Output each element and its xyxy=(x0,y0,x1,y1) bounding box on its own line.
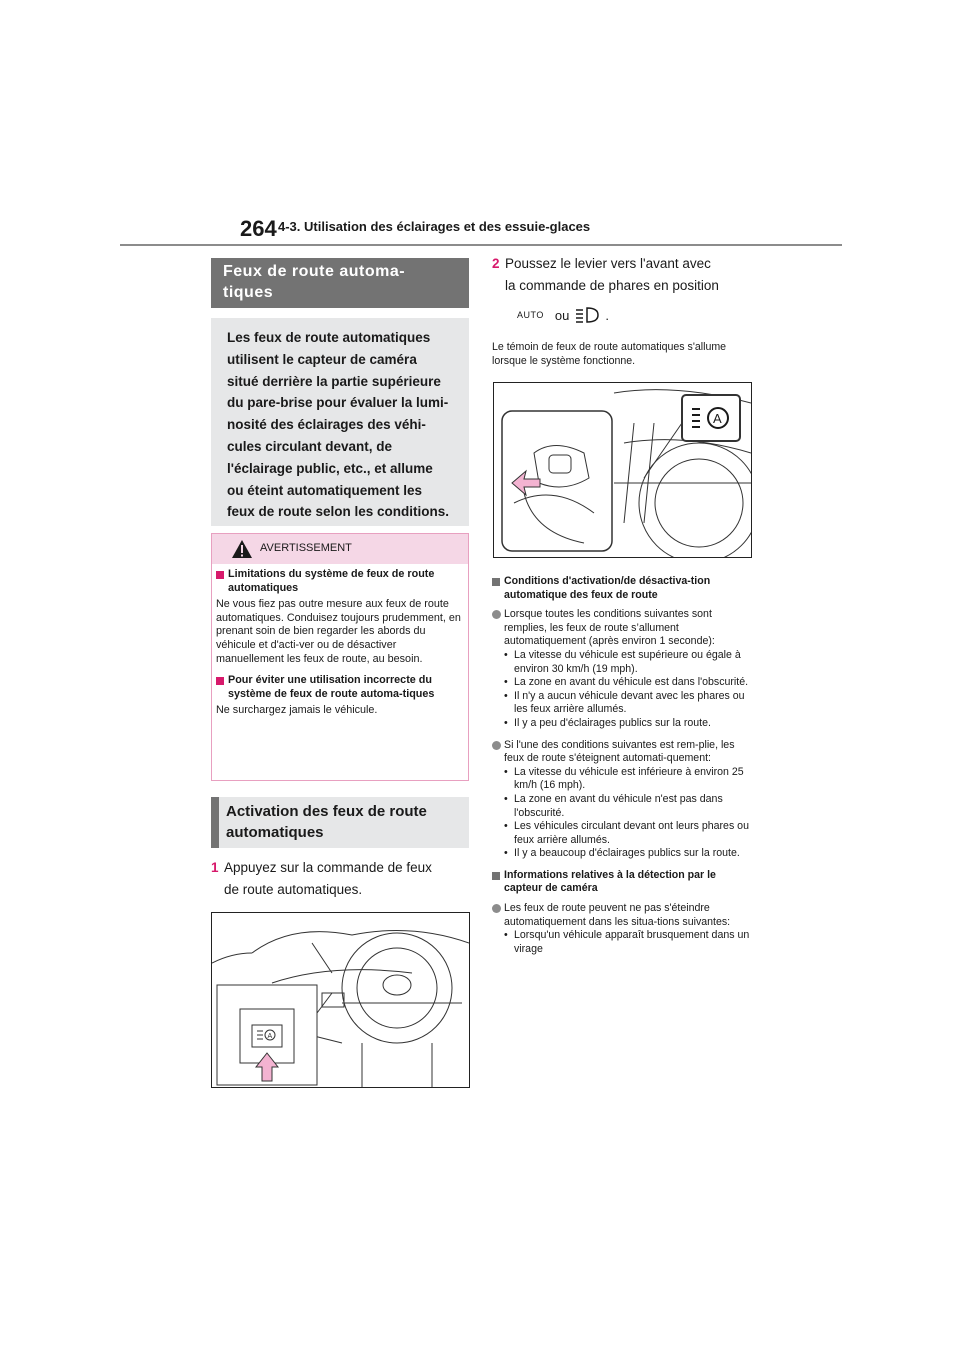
intro-line: feux de route selon les conditions. xyxy=(227,504,450,520)
conditions-bullet: • Il y a beaucoup d'éclairages publics sur la route. xyxy=(492,847,754,861)
camera-bullet: • Lorsqu'un véhicule apparaît brusquement dans un virage xyxy=(492,929,754,956)
page-number: 264 xyxy=(240,216,277,241)
intro-line: utilisent le capteur de caméra xyxy=(227,351,417,367)
conditions-on-intro: Lorsque toutes les conditions suivantes sont remplies, les feux de route s’allument automatiquement (après environ 1 seconde): xyxy=(492,608,754,649)
dashboard-illustration xyxy=(211,912,470,1088)
activation-title-line2: automatiques xyxy=(226,824,324,841)
intro-line: nosité des éclairages des véhi- xyxy=(227,417,426,433)
svg-text:A: A xyxy=(713,411,722,426)
intro-panel xyxy=(211,318,469,526)
warning-text: Ne vous fiez pas outre mesure aux feux de route automatiques. Conduisez toujours prudemment, en prenant soin de bien regarder les abords du véhicule et d'acti-ver ou de désactiver manuellement les feux de route, au besoin. xyxy=(216,598,461,665)
warning-subtitle: Limitations du système de feux de route automatiques xyxy=(216,568,462,595)
intro-line: Les feux de route automatiques xyxy=(227,330,431,345)
activation-title-box xyxy=(211,797,469,848)
intro-line: du pare-brise pour évaluer la lumi- xyxy=(227,395,449,411)
activation-bar xyxy=(211,797,219,848)
high-beam-icon xyxy=(574,306,600,324)
dashboard-drawing xyxy=(212,913,469,1087)
right-column-text xyxy=(492,575,754,956)
conditions-bullet: • Il n'y a aucun véhicule devant avec les phares ou les feux arrière allumés. xyxy=(492,690,754,717)
feux-title-box xyxy=(211,258,469,308)
warning-box xyxy=(211,533,469,781)
section-header: 4-3. Utilisation des éclairages et des essuie-glaces xyxy=(278,219,591,234)
conditions-bullet: • La vitesse du véhicule est supérieure ou égale à environ 30 km/h (19 mph). xyxy=(492,649,754,676)
svg-text:A: A xyxy=(267,1033,273,1040)
intro-line: ou éteint automatiquement les xyxy=(227,482,423,498)
intro-line: l'éclairage public, etc., et allume xyxy=(227,460,433,476)
warning-header xyxy=(212,534,468,564)
warning-text: Ne surchargez jamais le véhicule. xyxy=(216,704,378,717)
conditions-bullet: • Il y a peu d'éclairages publics sur la route. xyxy=(492,717,754,731)
or-label: ou xyxy=(554,307,570,323)
step-line: Appuyez sur la commande de feux xyxy=(224,860,432,875)
conditions-bullet: • La zone en avant du véhicule est dans l'obscurité. xyxy=(492,676,754,690)
camera-subtitle: Informations relatives à la détection par le capteur de caméra xyxy=(492,869,754,896)
warning-label: AVERTISSEMENT xyxy=(260,542,352,554)
lever-illustration xyxy=(493,382,752,558)
warning-triangle-icon xyxy=(231,539,253,559)
step-number: 1 xyxy=(211,860,219,875)
step-1 xyxy=(211,857,481,901)
camera-intro: Les feux de route peuvent ne pas s'éteindre automatiquement dans les situa-tions suivantes: xyxy=(492,902,754,929)
conditions-off-intro: Si l'une des conditions suivantes est rem-plie, les feux de route s'éteignent automati-quement: xyxy=(492,739,754,766)
intro-line: cules circulant devant, de xyxy=(227,438,393,454)
lever-drawing xyxy=(494,383,751,557)
step-line: Poussez le levier vers l'avant avec xyxy=(505,256,711,271)
step-2-end: . xyxy=(605,307,609,323)
warning-subtitle: Pour éviter une utilisation incorrecte du système de feux de route automa-tiques xyxy=(216,674,462,701)
step-line: la commande de phares en position xyxy=(505,278,719,293)
conditions-bullet: • Les véhicules circulant devant ont leurs phares ou feux arrière allumés. xyxy=(492,820,754,847)
feux-title-line1: Feux de route automa- xyxy=(223,263,406,280)
step-line: de route automatiques. xyxy=(224,882,363,897)
warning-body xyxy=(216,568,462,726)
conditions-bullet: • La zone en avant du véhicule n'est pas dans l'obscurité. xyxy=(492,793,754,820)
feux-title-line2: tiques xyxy=(223,284,274,301)
activation-title-line1: Activation des feux de route xyxy=(226,803,427,820)
step-2 xyxy=(492,253,762,297)
header-rule xyxy=(120,244,842,246)
intro-line: situé derrière la partie supérieure xyxy=(227,373,441,389)
conditions-bullet: • La vitesse du véhicule est inférieure à environ 25 km/h (16 mph). xyxy=(492,766,754,793)
step-2-positions xyxy=(517,306,609,324)
step-number: 2 xyxy=(492,256,500,271)
conditions-subtitle: Conditions d'activation/de désactiva-tion automatique des feux de route xyxy=(492,575,754,602)
indicator-note: Le témoin de feux de route automatiques s'allume lorsque le système fonctionne. xyxy=(492,341,727,367)
auto-position-label: AUTO xyxy=(517,310,544,320)
